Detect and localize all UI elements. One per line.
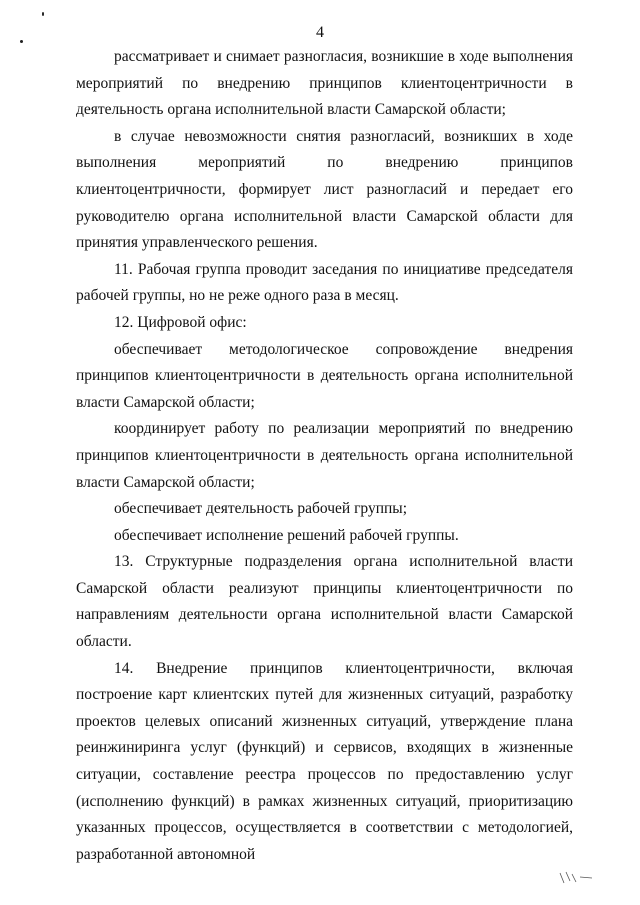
paragraph: 11. Рабочая группа проводит заседания по инициативе председателя рабочей группы, но не реже одного раза в месяц. <box>76 260 573 305</box>
scan-speck <box>42 12 44 16</box>
paragraph: обеспечивает деятельность рабочей группы; <box>114 500 408 518</box>
paragraph: в случае невозможности снятия разногласий, возникших в ходе выполнения мероприятий по внедрению принципов клиентоцентричности, формирует лист разногласий и передает его руководителю органа исполнительной власти Самарской области для принятия управленческого решения. <box>76 127 573 252</box>
pen-mark <box>558 869 598 887</box>
paragraph: 13. Структурные подразделения органа исполнительной власти Самарской области реализуют принципы клиентоцентричности по направлениям деятельности органа исполнительной власти Самарской области. <box>76 553 573 651</box>
page-number: 4 <box>316 24 324 41</box>
paragraph: обеспечивает методологическое сопровождение внедрения принципов клиентоцентричности в деятельность органа исполнительной власти Самарской области; <box>76 340 573 411</box>
paragraph: обеспечивает исполнение решений рабочей группы. <box>114 526 459 544</box>
paragraph: 12. Цифровой офис: <box>114 313 247 331</box>
paragraph: 14. Внедрение принципов клиентоцентричности, включая построение карт клиентских путей для жизненных ситуаций, разработку проектов целевых описаний жизненных ситуаций, утверждение плана реинжиниринга услуг (функций) и сервисов, входящих в жизненные ситуации, составление реестра процессов по предоставлению услуг (исполнению функций) в рамках жизненных ситуаций, приоритизацию указанных процессов, осуществляется в соответствии с методологией, разработанной автономной <box>76 659 573 863</box>
paragraph: координирует работу по реализации мероприятий по внедрению принципов клиентоцентричности в деятельность органа исполнительной власти Самарской области; <box>76 420 573 491</box>
document-body <box>76 44 573 868</box>
paragraph: рассматривает и снимает разногласия, возникшие в ходе выполнения мероприятий по внедрению принципов клиентоцентричности в деятельность органа исполнительной власти Самарской области; <box>76 48 573 119</box>
